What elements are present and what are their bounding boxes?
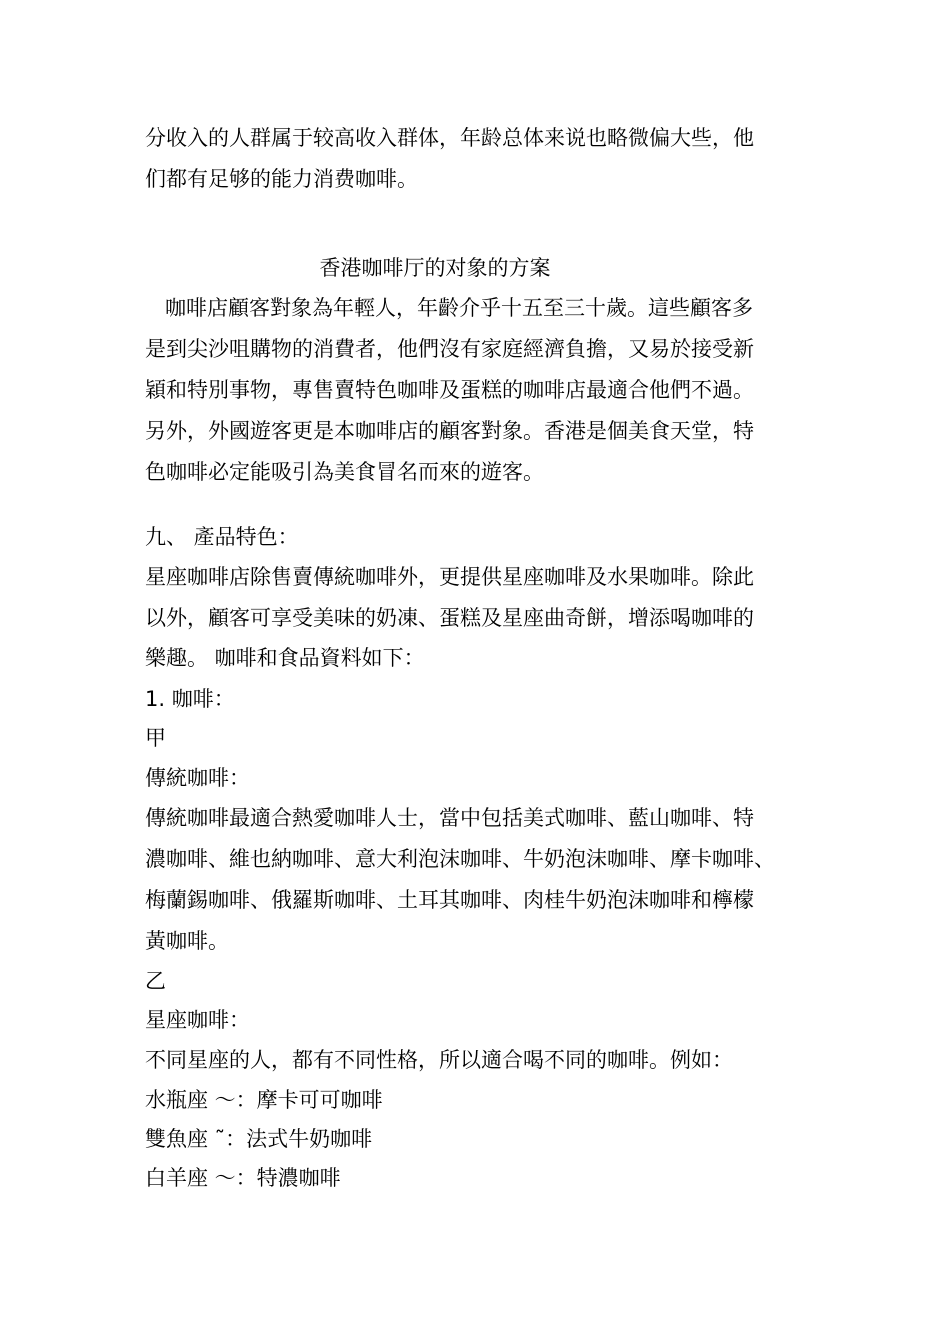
traditional-line-3: 梅蘭錫咖啡、俄羅斯咖啡、土耳其咖啡、肉桂牛奶泡沫咖啡和檸檬: [145, 888, 754, 912]
heading-9: 九、 產品特色：: [145, 525, 299, 549]
zodiac-intro: 不同星座的人，都有不同性格，所以適合喝不同的咖啡。例如：: [145, 1048, 733, 1072]
zodiac-item-pisces: 雙魚座 ˜：法式牛奶咖啡: [145, 1127, 373, 1151]
features-line-3: 樂趣。 咖啡和食品資料如下：: [145, 646, 425, 670]
target-line-1: 咖啡店顧客對象為年輕人，年齡介乎十五至三十歲。這些顧客多: [165, 296, 753, 320]
traditional-title: 傳統咖啡：: [145, 766, 250, 790]
zodiac-item-aquarius: 水瓶座 ～：摩卡可可咖啡: [145, 1088, 383, 1112]
section-title: 香港咖啡厅的对象的方案: [319, 256, 551, 280]
features-line-2: 以外，顧客可享受美味的奶凍、蛋糕及星座曲奇餅，增添喝咖啡的: [145, 606, 754, 630]
target-line-3: 穎和特別事物，專售賣特色咖啡及蛋糕的咖啡店最適合他們不過。: [145, 378, 754, 402]
zodiac-item-aries: 白羊座 ～：特濃咖啡: [145, 1166, 341, 1190]
label-jia: 甲: [145, 726, 166, 750]
intro-line-1: 分收入的人群属于较高收入群体，年龄总体来说也略微偏大些，他: [145, 126, 754, 150]
traditional-line-4: 黃咖啡。: [145, 929, 229, 953]
zodiac-title: 星座咖啡：: [145, 1008, 250, 1032]
traditional-line-2: 濃咖啡、維也納咖啡、意大利泡沫咖啡、牛奶泡沫咖啡、摩卡咖啡、: [145, 847, 775, 871]
intro-line-2: 们都有足够的能力消费咖啡。: [145, 167, 418, 191]
label-yi: 乙: [145, 969, 166, 993]
target-line-2: 是到尖沙咀購物的消費者，他們沒有家庭經濟負擔，又易於接受新: [145, 337, 754, 361]
traditional-line-1: 傳統咖啡最適合熱愛咖啡人士，當中包括美式咖啡、藍山咖啡、特: [145, 806, 754, 830]
item-1-coffee: 1. 咖啡：: [145, 687, 235, 711]
target-line-4: 另外，外國遊客更是本咖啡店的顧客對象。香港是個美食天堂，特: [145, 419, 754, 443]
features-line-1: 星座咖啡店除售賣傳統咖啡外，更提供星座咖啡及水果咖啡。除此: [145, 565, 754, 589]
target-line-5: 色咖啡必定能吸引為美食冒名而來的遊客。: [145, 460, 544, 484]
